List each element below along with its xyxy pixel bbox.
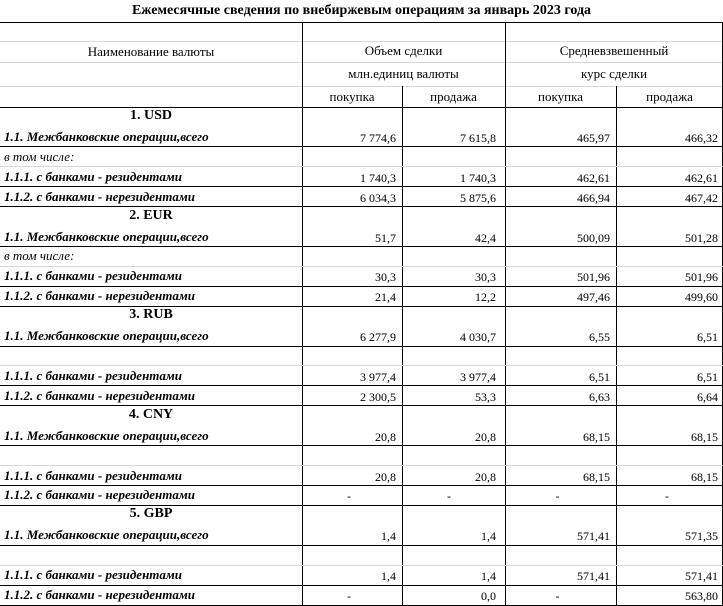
rate-sell-header: продажа	[646, 89, 693, 104]
value-cell: 3 977,4	[460, 369, 496, 384]
value-cell: 571,41	[685, 569, 718, 584]
row-divider	[0, 445, 723, 446]
value-cell: -	[555, 589, 560, 604]
including-note: в том числе:	[4, 148, 75, 164]
row-divider	[0, 565, 723, 566]
value-cell: 1,4	[481, 529, 496, 544]
residents-label: 1.1.1. с банками - резидентами	[4, 567, 183, 583]
residents-label: 1.1.1. с банками - резидентами	[4, 168, 183, 184]
value-cell: 1,4	[381, 529, 396, 544]
value-cell: 1 740,3	[460, 170, 496, 185]
rate-header: Средневзвешенный	[559, 43, 669, 58]
total-operations-label: 1.1. Межбанковские операции,всего	[4, 328, 209, 344]
value-cell: 466,32	[685, 130, 718, 145]
currency-operations-table	[0, 22, 723, 605]
row-divider	[0, 146, 723, 147]
value-cell: 6,51	[697, 330, 718, 345]
value-cell: 571,35	[685, 529, 718, 544]
value-cell: -	[665, 489, 669, 504]
value-cell: 466,94	[577, 190, 610, 205]
value-cell: 6 034,3	[360, 190, 396, 205]
row-divider	[0, 346, 723, 347]
value-cell: 465,97	[577, 130, 610, 145]
value-cell: 563,80	[685, 589, 718, 604]
row-divider	[0, 286, 723, 287]
value-cell: 21,4	[375, 290, 396, 305]
value-cell: 462,61	[577, 170, 610, 185]
value-cell: 12,2	[475, 290, 496, 305]
value-cell: 30,3	[375, 270, 396, 285]
volume-sell-header: продажа	[430, 89, 477, 104]
value-cell: 6,55	[589, 330, 610, 345]
value-cell: 1,4	[381, 569, 396, 584]
currency-section-title: 2. EUR	[129, 207, 173, 223]
value-cell: 571,41	[577, 529, 610, 544]
row-divider	[0, 465, 723, 466]
value-cell: 462,61	[685, 170, 718, 185]
row-divider	[0, 485, 723, 486]
row-divider	[0, 86, 723, 87]
value-cell: 68,15	[691, 469, 718, 484]
total-operations-label: 1.1. Межбанковские операции,всего	[4, 228, 209, 244]
nonresidents-label: 1.1.2. с банками - нерезидентами	[4, 487, 196, 503]
value-cell: 68,15	[691, 429, 718, 444]
value-cell: 497,46	[577, 290, 610, 305]
value-cell: 2 300,5	[360, 389, 396, 404]
value-cell: -	[347, 489, 351, 504]
volume-units-header: млн.единиц валюты	[348, 66, 459, 81]
nonresidents-label: 1.1.2. с банками - нерезидентами	[4, 188, 196, 204]
value-cell: 7 615,8	[460, 130, 496, 145]
nonresidents-label: 1.1.2. с банками - нерезидентами	[4, 288, 196, 304]
value-cell: 6 277,9	[360, 330, 396, 345]
page-title: Ежемесячные сведения по внебиржевым операциям за январь 2023 года	[131, 3, 592, 18]
value-cell: 499,60	[685, 290, 718, 305]
value-cell: 6,63	[589, 389, 610, 404]
value-cell: 20,8	[375, 429, 396, 444]
value-cell: -	[347, 589, 351, 604]
value-cell: 501,96	[577, 270, 610, 285]
value-cell: -	[447, 489, 451, 504]
value-cell: 571,41	[577, 569, 610, 584]
row-divider	[0, 585, 723, 586]
value-cell: 7 774,6	[360, 130, 396, 145]
value-cell: 53,3	[475, 389, 496, 404]
value-cell: 30,3	[475, 270, 496, 285]
row-divider	[0, 365, 723, 366]
value-cell: -	[555, 489, 560, 504]
currency-name-header: Наименование валюты	[87, 44, 215, 59]
value-cell: 5 875,6	[460, 190, 496, 205]
value-cell: 3 977,4	[360, 369, 396, 384]
value-cell: 501,28	[685, 230, 718, 245]
value-cell: 20,8	[475, 469, 496, 484]
value-cell: 6,64	[697, 389, 718, 404]
row-divider	[0, 246, 723, 247]
nonresidents-label: 1.1.2. с банками - нерезидентами	[4, 387, 196, 403]
column-divider	[505, 22, 506, 605]
value-cell: 4 030,7	[460, 330, 496, 345]
total-operations-label: 1.1. Межбанковские операции,всего	[4, 128, 209, 144]
value-cell: 0,0	[481, 589, 496, 604]
value-cell: 51,7	[375, 230, 396, 245]
currency-section-title: 4. CNY	[128, 406, 174, 422]
residents-label: 1.1.1. с банками - резидентами	[4, 367, 183, 383]
column-divider	[302, 22, 303, 605]
including-note: в том числе:	[4, 248, 75, 264]
value-cell: 6,51	[589, 369, 610, 384]
value-cell: 42,4	[475, 230, 496, 245]
rate-buy-header: покупка	[538, 89, 583, 104]
value-cell: 20,8	[375, 469, 396, 484]
value-cell: 68,15	[583, 469, 610, 484]
value-cell: 68,15	[583, 429, 610, 444]
row-divider	[0, 186, 723, 187]
value-cell: 20,8	[475, 429, 496, 444]
volume-buy-header: покупка	[329, 89, 375, 104]
value-cell: 1 740,3	[360, 170, 396, 185]
value-cell: 500,09	[577, 230, 610, 245]
row-divider	[0, 22, 723, 23]
total-operations-label: 1.1. Межбанковские операции,всего	[4, 527, 209, 543]
value-cell: 501,96	[685, 270, 718, 285]
volume-header: Объем сделки	[364, 43, 443, 58]
value-cell: 1,4	[481, 569, 496, 584]
row-divider	[0, 385, 723, 386]
value-cell: 467,42	[685, 190, 718, 205]
currency-section-title: 1. USD	[129, 108, 172, 123]
currency-section-title: 5. GBP	[129, 506, 173, 522]
total-operations-label: 1.1. Межбанковские операции,всего	[4, 427, 209, 443]
nonresidents-label: 1.1.2. с банками - нерезидентами	[4, 587, 196, 603]
row-divider	[0, 41, 723, 42]
residents-label: 1.1.1. с банками - резидентами	[4, 268, 183, 284]
row-divider	[0, 545, 723, 546]
rate-subheader: курс сделки	[580, 66, 648, 81]
residents-label: 1.1.1. с банками - резидентами	[4, 467, 183, 483]
row-divider	[0, 166, 723, 167]
row-divider	[0, 62, 723, 63]
currency-section-title: 3. RUB	[129, 307, 173, 323]
value-cell: 6,51	[697, 369, 718, 384]
row-divider	[0, 266, 723, 267]
